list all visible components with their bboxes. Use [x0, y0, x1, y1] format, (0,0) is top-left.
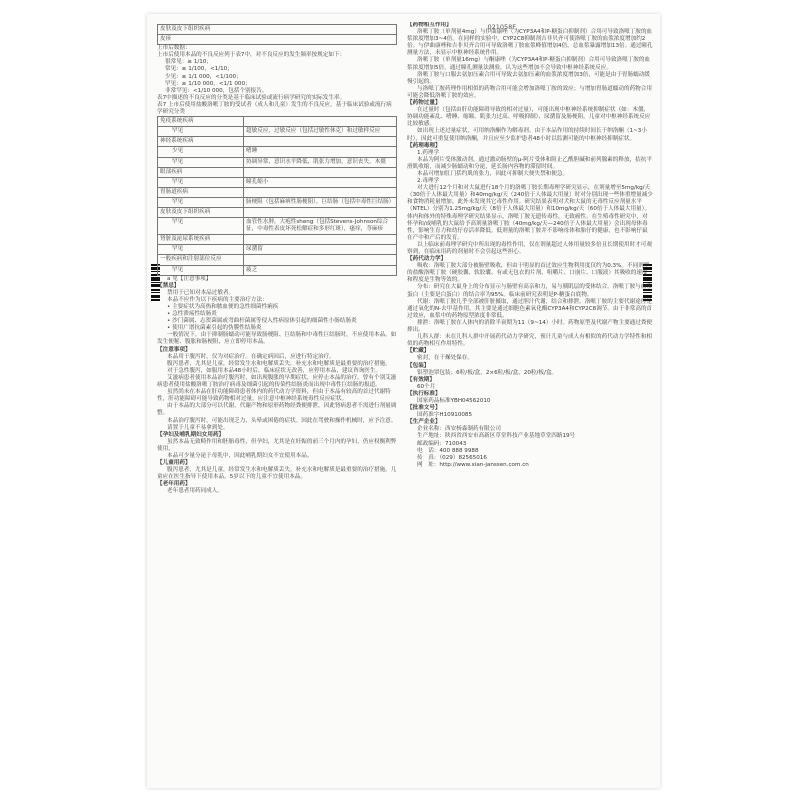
table-row — [158, 245, 397, 255]
right-column — [407, 22, 653, 788]
para: 虽然尚未在本品在肝功能障碍患者体内的药代动力学资料，但由于本品有较高的首过代谢特性，肝功能障碍可能导致药物相对过量，应注意中枢神经系统毒性反应症状。 — [157, 389, 391, 403]
section-heading: 【批准文号】 — [407, 405, 441, 412]
table-row — [158, 197, 397, 207]
table-cell: 嗜睡 — [244, 147, 397, 157]
table-cell: 罕见 — [158, 245, 244, 255]
table-cell: 神经系统疾病 — [158, 137, 244, 147]
left-body-text — [157, 276, 397, 496]
table-cell: 皮肤及皮下组织疾病 — [158, 207, 244, 217]
para: 本品用于腹泻时，仅为对症治疗。在确定病因后，应进行特定治疗。 — [167, 353, 335, 360]
table-cell: 瞳孔缩小 — [244, 177, 397, 187]
left-column — [157, 24, 397, 788]
section-heading: 【药代动力学】 — [407, 256, 447, 263]
para: 本品可增加肛门括约肌的张力，因此可抑制大便失禁和便急。 — [417, 170, 569, 177]
para: 罕见：≥ 1/10 000，<1/1 000； — [165, 80, 251, 87]
table-cell: 肾脏及泌尿系统疾病 — [158, 235, 244, 245]
section-heading: 【药物相互作用】 — [407, 22, 452, 28]
para: 企业名称：西安杨森制药有限公司 — [417, 426, 501, 433]
para: 由于本品的大部分可以代谢，代谢产物和原形药物经粪便排泄，因此肾病患者不需进行剂量调整。 — [157, 403, 397, 417]
para: 国药准字H10910085 — [417, 412, 473, 419]
table-cell: 罕见 — [158, 197, 244, 207]
para: 在过量时（包括由肝功能障碍导致的相对过量），可能出现中枢神经系统抑制症状（如：木僵、协调功能紊乱、嗜睡、缩瞳、肌张力过高、呼吸抑制）、尿潴留及肠梗阻。儿童对中枢神经系统反应比较敏感。 — [407, 107, 651, 128]
table-row — [158, 255, 397, 265]
table-row — [158, 137, 397, 147]
table-cell: 罕见 — [158, 218, 244, 235]
table-row — [158, 187, 397, 197]
adverse-reactions-table — [157, 116, 397, 276]
para: 很常见：≥ 1/10； — [165, 59, 212, 66]
para: 如出现上述过量症状，可用纳洛酮作为解毒剂。由于本品作用的持续时间长于纳洛酮（1~3小时），因此可重复使用纳洛酮，并且应至少监护患者48小时以监测可能的中枢神经抑制症状。 — [407, 128, 647, 142]
table-cell: 皮肤及皮下组织疾病 — [158, 25, 397, 35]
para: 传 真：（029）82565016 — [417, 454, 487, 461]
para: 虽然本品无致畸作用和胚胎毒性，但孕妇，尤其是在妊娠的前三个月内的孕妇，仍应权衡利弊使用。 — [157, 438, 397, 452]
table-row — [158, 265, 397, 275]
table-cell — [244, 117, 397, 127]
table-row — [158, 127, 397, 137]
table-cell: 眼部疾病 — [158, 167, 244, 177]
section-heading: 【注意事项】 — [157, 346, 191, 353]
para: a 见【注意事项】 — [167, 275, 212, 282]
table-cell: 少见 — [158, 147, 244, 157]
para: 腹泻患者，尤其是儿童，经常发生水和电解质丢失，补充水和电解质是最重要的治疗措施。儿童应在医生指导下使用本品。5岁以下的儿童不宜使用本品。 — [157, 467, 397, 481]
section-heading: 【老年用药】 — [157, 481, 191, 488]
para: 洛哌丁胺（单剂量16mg）与酮康唑（为CYP3A4和P-糖蛋白抑制剂）合用可导致洛哌丁胺的血浆浓度增加5倍。通过瞳孔测量法测验，认为这些增加不会导致中枢神经系统反应。 — [407, 57, 651, 71]
para: • 急性溃疡性结肠炎 — [167, 311, 217, 318]
para: • 主要症状为高热和脓血便的急性细菌性痢疾 — [167, 304, 279, 310]
section-heading: 【儿童用药】 — [157, 460, 191, 467]
section-heading: 【生产企业】 — [407, 419, 441, 426]
para: 表7 上市后使用盐酸洛哌丁胺的受试者（成人和儿童）发生的不良反应，基于临床试验或流行病学研究分类 — [157, 101, 392, 116]
para: 本品治疗腹泻时，可能出现乏力、头晕或困倦的症状。因此在驾驶和操作机械时，应予注意。 — [167, 417, 397, 424]
para: 密封，在干燥处保存。 — [417, 355, 473, 362]
para: 与洛哌丁胺药理作用相似的药物合用可能会增加洛哌丁胺的效应；与增加胃肠道蠕动的药物合用可能会降低洛哌丁胺的效应。 — [407, 85, 652, 99]
section-heading: 【执行标准】 — [407, 390, 441, 397]
para: 常见：≥ 1/100，<1/10； — [165, 66, 233, 73]
top-adverse-table — [157, 24, 397, 45]
para: • 沙门菌属、志贺菌属或弯曲杆菌属等侵入性病原体引起的细菌性小肠结肠炎 — [167, 318, 357, 325]
table-cell: 超敏反应，过敏反应（包括过敏性休克）和过敏样反应 — [244, 127, 397, 137]
table-row — [158, 167, 397, 177]
para: 排泄：洛哌丁胺在人体内的消除半衰期为11（9~14）小时。药物原型及代谢产物主要通过粪便排出。 — [407, 319, 653, 334]
table-cell — [244, 235, 397, 245]
section-heading: 【药理毒理】 — [407, 142, 441, 149]
para: 电 话：400 888 9988 — [417, 447, 479, 454]
table-cell: 协调异常，意识水平降低，肌张力增加，意识丧失，木僵 — [244, 157, 397, 167]
para: 上市后使用本品的不良反应列于表7中，对不良反应的发生频率按规定如下： — [157, 52, 346, 59]
table-cell: 罕见 — [158, 127, 244, 137]
para: 网 址：http://www.xian-janssen.com.cn — [417, 461, 529, 468]
para: 艾滋病患者使用本品治疗腹泻时，如出现腹胀的早期症状，应停止本品的治疗。曾有个别艾滋病患者使用盐酸洛哌丁胺治疗病毒及细菌引起的传染性结肠炎而出现中毒性巨结肠的报道。 — [157, 374, 397, 389]
para: 本品为阿片受体激动剂，通过激动肠壁的μ-阿片受体和阻止乙酰胆碱和前列腺素的释放，拮抗平滑肌收缩，而减少肠蠕动和分泌，延长肠内容物的滞留时间。 — [407, 156, 652, 170]
table-cell: 皮疹 — [158, 35, 397, 45]
table-cell — [244, 137, 397, 147]
section-heading: 【药物过量】 — [407, 100, 441, 107]
package-insert-sheet — [147, 14, 660, 788]
table-cell: 一般疾病和注射部位反应 — [158, 255, 244, 265]
para: 表7中描述的不良反应的分类是基于临床试验或流行病学研究的实际发生率。 — [157, 94, 346, 101]
table-row — [158, 157, 397, 167]
para: 生产地址：陕西省西安市高新区草堂科技产业基地草堂四路19号 — [417, 433, 576, 440]
table-row — [158, 147, 397, 157]
table-cell: 罕见 — [158, 265, 244, 275]
table-cell: 尿潴留 — [244, 245, 397, 255]
table-row — [158, 177, 397, 187]
para: 少见：≥ 1/1 000，<1/100； — [165, 73, 242, 80]
section-heading: 【包装】 — [407, 362, 430, 369]
para: 一般情况下，由于抑制肠蠕动可能导致肠梗阻、巨结肠和中毒性巨结肠时，不应使用本品。如发生便秘、腹胀和肠梗阻，应立即停用本品。 — [157, 332, 397, 346]
table-cell — [244, 167, 397, 177]
table-cell: 罕见 — [158, 177, 244, 187]
para: 本品可少量分泌于母乳中，因此哺乳期妇女不宜使用本品。 — [167, 452, 313, 459]
table-row — [158, 207, 397, 217]
para: 代谢：洛哌丁胺几乎全部被肝脏摄取，通过胆汁代谢，结合和排泄。洛哌丁胺的主要代谢途径是通过氧化的N-去甲基作用，其主要是通过细胞色素氧化酶CYP3A4和CYP2C8调节。由于非常高的首过效应，血浆中的药物原型浓度非常低。 — [407, 298, 653, 319]
para: 对于急性腹泻，如服用本品48小时后，临床症状无改善，应停用本品，建议咨询医生。 — [167, 367, 382, 374]
para: 洛哌丁胺与口服去氨加压素合用可导致去氨加压素的血浆浓度增加3倍，可能是由于胃肠蠕动缓慢引起的。 — [407, 71, 650, 85]
para: 对大进行12个月和对大鼠进行18个月的洛哌丁胺长期毒理学研究显示，在剂量增至5mg/kg/天（30倍于人体最大用量）和40mg/kg/天（240倍于人体最大用量）时对分别出现一些体重增量减少和食物消耗量增加。此外未发现其它毒性作用。研究结果表明对犬和大鼠的无毒性反应剂量水平（NTEL）分别为1.25mg/kg/天（8倍于人体最大用量）和10mg/kg/天（60倍于人体最大用量）。体内和体外的特殊毒理学研究结果显示，洛哌丁胺无遗传毒性，无致癌性。在生殖毒性研究中，对怀孕和/或哺乳的大鼠给予高剂量洛哌丁胺（40mg/kg/天—240倍于人体最大用量）会出现母体毒性，影响生育力和幼仔存活率降低。低剂量的洛哌丁胺并不影响母体和胎仔的健康，也不影响仔鼠在产中和产后的发育。 — [407, 185, 653, 241]
section-heading: 【禁忌】 — [157, 282, 180, 289]
para: 1.药理学 — [417, 149, 440, 156]
table-cell — [244, 255, 397, 265]
para: 吸收：洛哌丁胺大部分被肠壁吸收，但由于明显的首过效应生物利用度仅约为0.3%。不同剂型的盐酸洛哌丁胺（硬胶囊、软胶囊、有或无包衣的片剂、咀嚼片、口崩片、口服液）其吸收的速度和程度是生物等效的。 — [407, 263, 650, 284]
table-cell: 肠梗阻（包括麻痹性肠梗阻），巨结肠（包括中毒性巨结肠） — [244, 197, 397, 207]
table-row — [158, 235, 397, 245]
table-cell — [244, 187, 397, 197]
para: 铝塑泡罩包装；6粒/板/盒，2×6粒/板/盒，20粒/板/盒。 — [417, 369, 558, 376]
para: 洛哌丁胺（单剂量4mg）与伊曲康唑（为CYP3A4和P-糖蛋白抑制剂）合用可导致洛哌丁胺的血浆浓度增加3~4倍。在同样的实验中，CYP2C8抑制剂吉非贝齐可使洛哌丁胺的血浆浓度增加约2倍。与伊曲康唑和吉非贝齐合用可导致洛哌丁胺血浆峰值增加4倍，总血浆暴露增加13倍。通过瞳孔测量方法，未显示中枢神经系统作用。 — [407, 29, 653, 57]
para: • 使用广谱抗菌素引起的伪膜性结肠炎 — [167, 325, 262, 332]
para: 国家药品标准YBH04562010 — [417, 397, 491, 404]
para: 以上临床前毒理学研究中所出现的毒性作用，仅在剂量超过人体用量较多倍且长期使用时才可观察到，在临床用药的剂量时不会引起这些担心。 — [407, 241, 652, 255]
table-cell: 胃肠道疾病 — [158, 187, 244, 197]
table-row — [158, 218, 397, 235]
table-cell — [244, 207, 397, 217]
para: 分布：研究在大鼠身上的分布显示与肠壁有高亲和力，易与胰肌层的受体结合。洛哌丁胺与血浆蛋白（主要是白蛋白）的结合率为95%。临床前研究表明是P-糖蛋白底物。 — [407, 284, 652, 298]
para: 老年患者用药同成人。 — [167, 488, 223, 495]
table-cell: 罕见 — [158, 157, 244, 167]
section-heading: 【有效期】 — [407, 376, 435, 383]
para: 2.毒理学 — [417, 178, 440, 185]
table-row — [158, 117, 397, 127]
para: 腹泻患者，尤其是儿童，经常发生水和电解质丢失。补充水和电解质是最重要的治疗措施。 — [167, 360, 391, 367]
section-heading: 【孕妇及哺乳期妇女用药】 — [157, 431, 225, 438]
table-cell: 免疫系统疾病 — [158, 117, 244, 127]
table-cell: 疲乏 — [244, 265, 397, 275]
document-code: 021058F — [487, 23, 516, 31]
para: 儿科人群：未在儿科人群中开展药代动力学研究，预计儿童与成人有相似的药代动力学特性和相似的药物相互作用特性。 — [407, 334, 652, 348]
para: 本品不应作为以下疾病的主要治疗方法： — [167, 296, 268, 303]
para: 请置于儿童不易拿到处。 — [167, 424, 229, 431]
para: 上市后数据： — [157, 45, 191, 52]
section-heading: 【贮藏】 — [407, 348, 430, 355]
para: 邮政编码：710043 — [417, 440, 467, 447]
para: 禁用于已知对本品过敏者。 — [167, 289, 235, 296]
para: 非常罕见：<1/10 000，包括个别报告。 — [165, 87, 268, 94]
para: 60个月 — [417, 383, 436, 390]
table-cell: 血管性水肿，大疱性sheng（包括Stevens-Johnson综合征，中毒性表皮坏死松解症和多形红斑），瘙痒，荨麻疹 — [244, 218, 397, 235]
